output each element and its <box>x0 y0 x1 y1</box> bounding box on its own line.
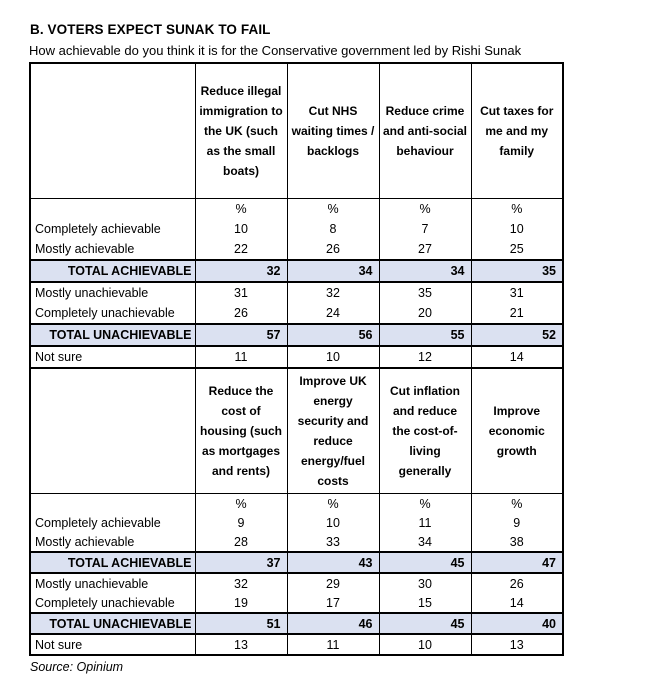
header-cell-empty <box>30 368 195 494</box>
row-label: Completely achievable <box>30 219 195 239</box>
cell-value: 11 <box>195 346 287 368</box>
cell-value: 10 <box>287 513 379 532</box>
row-label: TOTAL ACHIEVABLE <box>30 552 195 573</box>
row-label: Mostly unachievable <box>30 282 195 303</box>
page-title: B. VOTERS EXPECT SUNAK TO FAIL <box>30 22 271 37</box>
survey-tables <box>29 62 562 656</box>
cell-value: % <box>287 494 379 514</box>
table-row <box>30 303 563 324</box>
source-note: Source: Opinium <box>30 660 124 674</box>
row-label: Completely unachievable <box>30 593 195 613</box>
cell-value: 30 <box>379 573 471 593</box>
cell-value: 47 <box>471 552 563 573</box>
table-row <box>30 346 563 368</box>
row-label: TOTAL UNACHIEVABLE <box>30 324 195 346</box>
cell-value: 11 <box>379 513 471 532</box>
table-row <box>30 239 563 260</box>
cell-value: 28 <box>195 532 287 552</box>
table-body <box>30 199 563 369</box>
cell-value: 9 <box>471 513 563 532</box>
table-row <box>30 634 563 655</box>
header-cell-empty <box>30 63 195 199</box>
cell-value: 15 <box>379 593 471 613</box>
row-label: Not sure <box>30 634 195 655</box>
table-row <box>30 219 563 239</box>
cell-value: 22 <box>195 239 287 260</box>
table-header <box>30 63 563 199</box>
row-label: Mostly achievable <box>30 239 195 260</box>
total-row <box>30 324 563 346</box>
total-row <box>30 552 563 573</box>
table-row <box>30 532 563 552</box>
cell-value: % <box>379 199 471 220</box>
cell-value: 52 <box>471 324 563 346</box>
results-table-2 <box>29 367 564 656</box>
row-label: TOTAL ACHIEVABLE <box>30 260 195 282</box>
page-subtitle: How achievable do you think it is for the Conservative government led by Rishi Sunak <box>29 43 522 58</box>
table-row <box>30 573 563 593</box>
cell-value: 11 <box>287 634 379 655</box>
cell-value: 8 <box>287 219 379 239</box>
cell-value: % <box>471 199 563 220</box>
column-header: Reduce the cost of housing (such as mortgages and rents) <box>195 368 287 494</box>
cell-value: 34 <box>287 260 379 282</box>
cell-value: 21 <box>471 303 563 324</box>
column-header: Cut inflation and reduce the cost-of-living generally <box>379 368 471 494</box>
total-row <box>30 613 563 634</box>
cell-value: % <box>471 494 563 514</box>
row-label: Completely unachievable <box>30 303 195 324</box>
table-row <box>30 282 563 303</box>
cell-value: 31 <box>195 282 287 303</box>
cell-value: 43 <box>287 552 379 573</box>
cell-value: % <box>195 494 287 514</box>
table-row <box>30 513 563 532</box>
header-row <box>30 63 563 199</box>
row-label: Completely achievable <box>30 513 195 532</box>
cell-value: 37 <box>195 552 287 573</box>
cell-value: 17 <box>287 593 379 613</box>
cell-value: 29 <box>287 573 379 593</box>
cell-value: 7 <box>379 219 471 239</box>
cell-value: 32 <box>195 260 287 282</box>
cell-value: 40 <box>471 613 563 634</box>
column-header: Improve UK energy security and reduce energy/fuel costs <box>287 368 379 494</box>
cell-value: % <box>379 494 471 514</box>
cell-value: % <box>287 199 379 220</box>
cell-value: 25 <box>471 239 563 260</box>
row-label: Mostly unachievable <box>30 573 195 593</box>
row-label: Not sure <box>30 346 195 368</box>
header-row <box>30 368 563 494</box>
cell-value: 10 <box>471 219 563 239</box>
column-header: Reduce illegal immigration to the UK (such as the small boats) <box>195 63 287 199</box>
cell-value: 26 <box>471 573 563 593</box>
cell-value: 32 <box>195 573 287 593</box>
cell-value: % <box>195 199 287 220</box>
table-row <box>30 593 563 613</box>
cell-value: 32 <box>287 282 379 303</box>
unit-row <box>30 494 563 514</box>
cell-value: 10 <box>195 219 287 239</box>
cell-value: 55 <box>379 324 471 346</box>
row-label <box>30 494 195 514</box>
row-label: Mostly achievable <box>30 532 195 552</box>
cell-value: 38 <box>471 532 563 552</box>
cell-value: 13 <box>471 634 563 655</box>
cell-value: 24 <box>287 303 379 324</box>
column-header: Reduce crime and anti-social behaviour <box>379 63 471 199</box>
column-header: Cut taxes for me and my family <box>471 63 563 199</box>
column-header: Improve economic growth <box>471 368 563 494</box>
cell-value: 10 <box>287 346 379 368</box>
cell-value: 13 <box>195 634 287 655</box>
cell-value: 56 <box>287 324 379 346</box>
cell-value: 20 <box>379 303 471 324</box>
cell-value: 51 <box>195 613 287 634</box>
cell-value: 45 <box>379 613 471 634</box>
table-header <box>30 368 563 494</box>
column-header: Cut NHS waiting times / backlogs <box>287 63 379 199</box>
cell-value: 26 <box>287 239 379 260</box>
table-body <box>30 494 563 656</box>
cell-value: 34 <box>379 260 471 282</box>
cell-value: 9 <box>195 513 287 532</box>
cell-value: 10 <box>379 634 471 655</box>
row-label: TOTAL UNACHIEVABLE <box>30 613 195 634</box>
results-table-1 <box>29 62 564 369</box>
row-label <box>30 199 195 220</box>
cell-value: 57 <box>195 324 287 346</box>
cell-value: 45 <box>379 552 471 573</box>
total-row <box>30 260 563 282</box>
cell-value: 12 <box>379 346 471 368</box>
cell-value: 35 <box>379 282 471 303</box>
cell-value: 19 <box>195 593 287 613</box>
unit-row <box>30 199 563 220</box>
cell-value: 14 <box>471 346 563 368</box>
cell-value: 35 <box>471 260 563 282</box>
cell-value: 14 <box>471 593 563 613</box>
cell-value: 34 <box>379 532 471 552</box>
cell-value: 26 <box>195 303 287 324</box>
cell-value: 46 <box>287 613 379 634</box>
cell-value: 33 <box>287 532 379 552</box>
cell-value: 31 <box>471 282 563 303</box>
cell-value: 27 <box>379 239 471 260</box>
